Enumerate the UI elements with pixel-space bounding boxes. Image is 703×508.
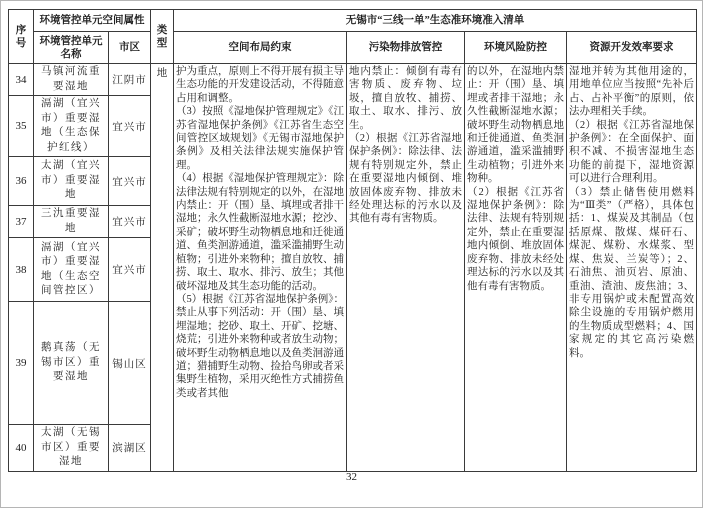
header-space-attribute-group: 环境管控单元空间属性 <box>34 10 151 32</box>
row-serial: 37 <box>9 206 34 238</box>
row-district: 滨湖区 <box>109 425 151 472</box>
row-district: 宜兴市 <box>109 157 151 206</box>
header-type: 类型 <box>151 10 174 64</box>
header-risk-control: 环境风险防控 <box>465 32 567 64</box>
row-serial: 38 <box>9 238 34 302</box>
row-district: 宜兴市 <box>109 238 151 302</box>
row-unit-name: 太湖（无锡市区）重要湿地 <box>34 425 109 472</box>
row-district: 江阴市 <box>109 64 151 96</box>
header-district: 市区 <box>109 32 151 64</box>
paragraph: （2）根据《江苏省湿地保护条例》：除法律、法规有特别规定外，禁止在重要湿地内倾倒、堆放固体废弃物、排放未经处理达标的污水以及其他有毒有害物质。 <box>349 133 462 225</box>
row-unit-name: 滆湖（宜兴市）重要湿地（生态空间管控区） <box>34 238 109 302</box>
header-unit-name: 环境管控单元名称 <box>34 32 109 64</box>
paragraph: 的以外，在湿地内禁止：开（围）垦、填埋或者排干湿地；永久性截断湿地水源；破坏野生动物栖息地和迁徙通道、鱼类洄游通道，滥采滥捕野生动植物；引进外来物种。 <box>467 66 564 185</box>
paragraph: （2）根据《江苏省湿地保护条例》：除法律、法规有特别规定外，禁止在重要湿地内倾倒、堆放固体废弃物、排放未经处理达标的污水以及其他有毒有害物质。 <box>467 186 564 292</box>
row-district: 锡山区 <box>109 302 151 425</box>
paragraph: 护为重点，原则上不得开展有损主导生态功能的开发建设活动，不得随意占用和调整。 <box>176 66 344 104</box>
row-district: 宜兴市 <box>109 206 151 238</box>
page-number: 32 <box>346 471 357 483</box>
row-unit-name: 马镇河流重要湿地 <box>34 64 109 96</box>
row-unit-name: 滆湖（宜兴市）重要湿地（生态保护红线） <box>34 96 109 157</box>
eco-environment-access-table <box>8 9 697 472</box>
pollution-control-cell <box>347 64 465 472</box>
paragraph: 湿地并转为其他用途的，用地单位应当按照“先补后占、占补平衡”的原则，依法办理相关手续。 <box>569 66 694 118</box>
row-unit-name: 太湖（宜兴市）重要湿地 <box>34 157 109 206</box>
type-value-cell: 地 <box>151 64 174 472</box>
row-serial: 39 <box>9 302 34 425</box>
row-unit-name: 三氿重要湿地 <box>34 206 109 238</box>
resource-efficiency-cell <box>567 64 697 472</box>
header-resource-efficiency: 资源开发效率要求 <box>567 32 697 64</box>
row-serial: 40 <box>9 425 34 472</box>
spatial-constraint-cell <box>174 64 347 472</box>
row-district: 宜兴市 <box>109 96 151 157</box>
header-serial: 序号 <box>9 10 34 64</box>
row-serial: 36 <box>9 157 34 206</box>
header-pollution-control: 污染物排放管控 <box>347 32 465 64</box>
paragraph: （4）根据《湿地保护管理规定》：除法律法规有特别规定的以外，在湿地内禁止：开（围）垦、填埋或者排干湿地；永久性截断湿地水源；挖沙、采矿；破坏野生动物栖息地和迁徙通道、鱼类洄游通道，滥采滥捕野生动植物；引进外来物种；擅自放牧、捕捞、取土、取水、排污、放生；其他破坏湿地及其生态功能的活动。 <box>176 173 344 292</box>
paragraph: （5）根据《江苏省湿地保护条例》：禁止从事下列活动：开（围）垦、填埋湿地；挖砂、取土、开矿、挖塘、烧荒；引进外来物种或者放生动物；破坏野生动物栖息地以及鱼类洄游通道；猎捕野生动物、捡拾鸟卵或者采集野生植物，采用灭绝性方式捕捞鱼类或者其他 <box>176 293 344 399</box>
paragraph: （3）禁止储售使用燃料为“Ⅲ类”（严格），具体包括：1、煤炭及其制品（包括原煤、散煤、煤矸石、煤泥、煤粉、水煤浆、型煤、焦炭、兰炭等）；2、石油焦、油页岩、原油、重油、渣油、废焦油；3、非专用锅炉或未配置高效除尘设施的专用锅炉燃用的生物质成型燃料；4、国家规定的其它高污染燃料。 <box>569 186 694 359</box>
table-row <box>9 64 697 96</box>
paragraph: 地内禁止：倾倒有毒有害物质、废弃物、垃圾，擅自放牧、捕捞、取土、取水、排污、放生。 <box>349 66 462 131</box>
header-spatial-constraint: 空间布局约束 <box>174 32 347 64</box>
paragraph: （2）根据《江苏省湿地保护条例》：在全面保护、面积不减、不损害湿地生态功能的前提下，湿地资源可以进行合理利用。 <box>569 119 694 185</box>
risk-control-cell <box>465 64 567 472</box>
row-serial: 35 <box>9 96 34 157</box>
header-list-title: 无锡市“三线一单”生态准环境准入清单 <box>174 10 697 32</box>
paragraph: （3）按照《湿地保护管理规定》《江苏省湿地保护条例》《江苏省生态空间管控区域规划》《无锡市湿地保护条例》及相关法律法规实施保护管理。 <box>176 106 344 171</box>
row-serial: 34 <box>9 64 34 96</box>
row-unit-name: 鹅真荡（无锡市区）重要湿地 <box>34 302 109 425</box>
